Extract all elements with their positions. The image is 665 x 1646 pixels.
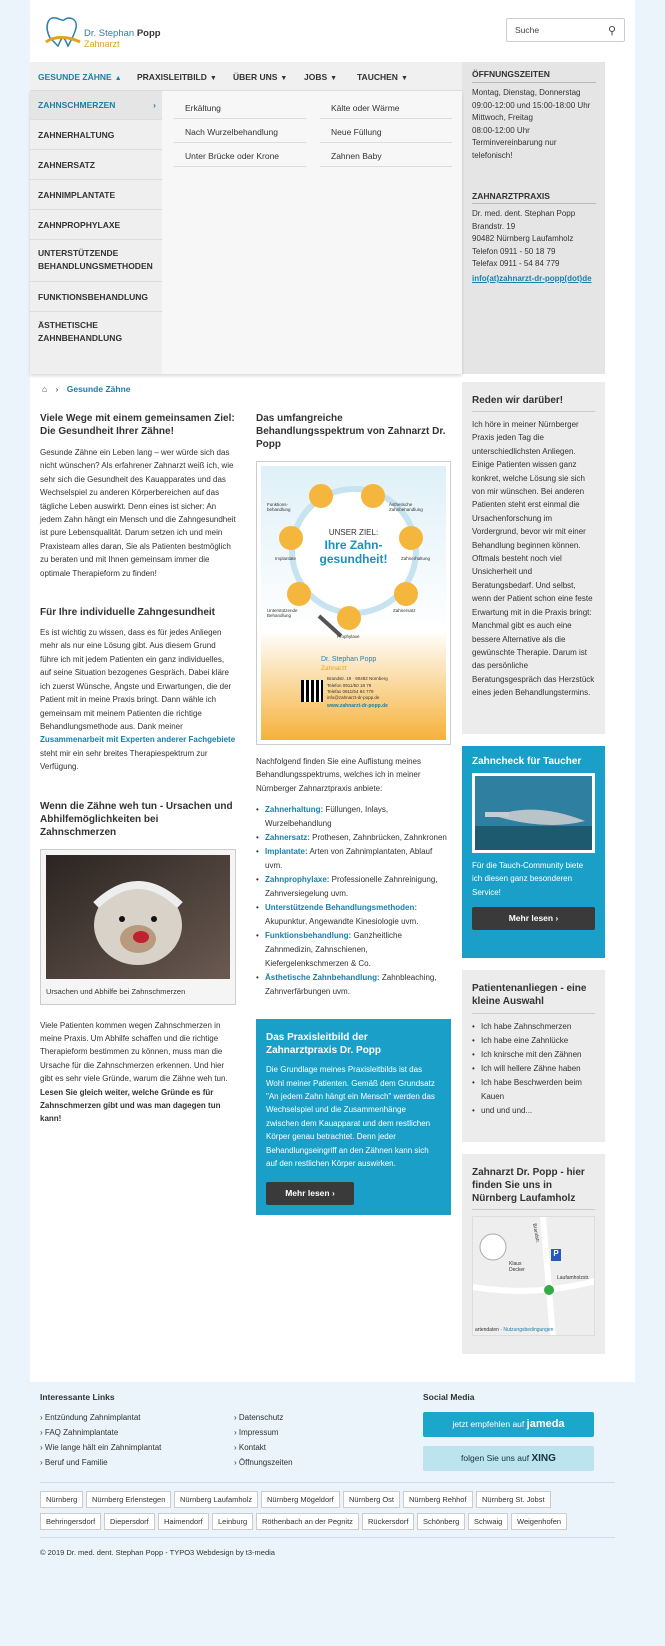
concerns-box: [462, 970, 605, 1142]
diving-card: [462, 746, 605, 958]
jameda-logo: jameda: [526, 1418, 565, 1430]
left-column: [40, 412, 236, 1126]
chevron-right-icon: ›: [40, 1413, 45, 1422]
poster-mail: info@zahnarzt-dr-popp.de: [327, 695, 380, 700]
treatment-item: [256, 929, 451, 971]
chevron-right-icon: ›: [234, 1428, 239, 1437]
nav-gesunde-zaehne[interactable]: [38, 72, 122, 82]
map-street-label: Laufamholzstr.: [557, 1275, 590, 1281]
treatment-link[interactable]: Zahnersatz:: [265, 833, 310, 843]
treatment-desc: Akupunktur, Angewandte Kinesiologie uvm.: [265, 917, 419, 927]
concern-item[interactable]: • Ich habe Beschwerden beim Kauen: [472, 1076, 595, 1104]
concern-item[interactable]: • Ich knirsche mit den Zähnen: [472, 1048, 595, 1062]
treatment-link[interactable]: Unterstützende Behandlungsmethoden:: [265, 903, 418, 913]
card-title: Das Praxisleitbild der Zahnarztpraxis Dr. Popp: [266, 1032, 382, 1057]
paragraph: Viele Patienten kommen wegen Zahnschmerzen in meine Praxis. Um Abhilfe schaffen und die richtige Therapieform bestimmen zu können, muss man die Ursache für die Zahnschmerzen erkennen. Und hier gibt es sehr viele Gründe, warum die Zähne weh tun.: [40, 1020, 228, 1084]
location-tag[interactable]: Schwaig: [468, 1513, 508, 1530]
map-box: [462, 1154, 605, 1354]
submenu-zahnimplantate[interactable]: [30, 180, 162, 210]
poster-goal-line: Ihre Zahn-: [324, 538, 383, 552]
location-tag[interactable]: Haimendorf: [158, 1513, 209, 1530]
poster-name: Dr. Stephan Popp: [321, 656, 377, 663]
nav-label: TAUCHEN: [357, 72, 398, 82]
location-tag[interactable]: Nürnberg: [40, 1491, 83, 1508]
chevron-right-icon: ›: [153, 100, 156, 110]
chevron-right-icon: ›: [55, 384, 59, 394]
paragraph-text: steht mir ein sehr breites Therapiespektrum zur Verfügung.: [40, 748, 208, 772]
toothache-link[interactable]: Lesen Sie gleich weiter, welche Gründe es für Zahnschmerzen gibt und was man dagegen tun kann!: [40, 1087, 221, 1124]
search-placeholder: Suche: [515, 25, 540, 35]
map-terms-link[interactable]: Nutzungsbedingungen: [503, 1327, 554, 1333]
qr-code-icon: [301, 680, 323, 702]
map-data-label: artendaten: [475, 1327, 499, 1333]
submenu-item[interactable]: Nach Wurzelbehandlung: [174, 122, 306, 143]
submenu-zahnschmerzen[interactable]: [30, 91, 162, 120]
submenu-funktionsbehandlung[interactable]: [30, 282, 162, 312]
teddy-bear-image: [46, 855, 230, 979]
image-caption: Ursachen und Abhilfe bei Zahnschmerzen: [46, 986, 186, 996]
submenu-zahnprophylaxe[interactable]: [30, 210, 162, 240]
paragraph-text: Es ist wichtig zu wissen, dass es für jedes Anliegen mehr als nur eine Lösung gibt. Aus diesem Grund führe ich mit jedem Patienten ein ganz individuelles, auf seine Situation bezogenes Gespräch. Dabei kläre ich zuerst Wünsche, Ängste und Erwartungen, die der Patient mit in meine Praxis bringt. Dann wähle ich gemeinsam mit meinem Patienten die richtige Behandlungsmethode aus. Dank meiner: [40, 628, 232, 731]
divider: [472, 203, 596, 204]
location-tag[interactable]: Nürnberg Erlenstegen: [86, 1491, 171, 1508]
submenu-label: ZAHNERSATZ: [38, 160, 95, 170]
submenu-item[interactable]: Zahnen Baby: [320, 146, 452, 167]
concern-item[interactable]: • und und und...: [472, 1104, 595, 1118]
poster-label: Unterstützende Behandlung: [267, 608, 298, 618]
footer-link-label: Impressum: [238, 1428, 279, 1437]
card-title: Zahncheck für Taucher: [472, 756, 582, 767]
submenu-label: ZAHNPROPHYLAXE: [38, 220, 121, 230]
talk-box: [462, 382, 605, 734]
treatment-link[interactable]: Funktionsbehandlung:: [265, 931, 352, 941]
card-text: Für die Tauch-Community biete ich diesen ganz besonderen Service!: [472, 861, 584, 897]
footer-link-label: Wie lange hält ein Zahnimplantat: [44, 1443, 162, 1452]
location-tag[interactable]: Nürnberg St. Jobst: [476, 1491, 551, 1508]
footer-link[interactable]: [40, 1425, 161, 1440]
section-title: Für Ihre individuelle Zahngesundheit: [40, 607, 216, 619]
footer-link-label: Beruf und Familie: [44, 1458, 108, 1467]
treatment-link[interactable]: Zahnprophylaxe:: [265, 875, 330, 885]
search-input[interactable]: [506, 18, 625, 42]
submenu-item[interactable]: Kälte oder Wärme: [320, 98, 452, 119]
map-street-label: Brandstr.: [531, 1223, 541, 1244]
treatment-desc: Füllungen, Inlays, Wurzelbehandlung: [265, 805, 389, 829]
submenu-zahnerhaltung[interactable]: [30, 120, 162, 150]
chevron-right-icon: ›: [234, 1443, 239, 1452]
concerns-list: [472, 1020, 595, 1118]
box-title: Reden wir darüber!: [472, 395, 564, 406]
social-title: Social Media: [423, 1392, 475, 1402]
logo-name: Dr. Stephan: [84, 28, 135, 39]
footer-link[interactable]: [40, 1455, 161, 1470]
location-tag[interactable]: Schönberg: [417, 1513, 465, 1530]
footer-links-col2: [234, 1410, 293, 1470]
location-tag[interactable]: Nürnberg Mögeldorf: [261, 1491, 340, 1508]
poster-tel: Telefon 0911/50 18 79: [327, 683, 372, 688]
paragraph: [40, 626, 236, 773]
chevron-right-icon: ›: [40, 1443, 45, 1452]
read-more-button[interactable]: Mehr lesen ›: [266, 1182, 354, 1205]
treatment-link[interactable]: Implantate:: [265, 847, 308, 857]
footer-link[interactable]: [234, 1455, 293, 1470]
home-icon[interactable]: ⌂: [42, 384, 48, 394]
nav-ueber-uns[interactable]: [233, 72, 287, 82]
parking-icon: P: [551, 1249, 561, 1261]
jameda-button[interactable]: [423, 1412, 594, 1437]
treatment-desc: Arten von Zahnimplantaten, Ablauf uvm.: [265, 847, 433, 871]
footer-link[interactable]: [234, 1410, 293, 1425]
logo-sub: Zahnarzt: [84, 39, 120, 49]
hours-title: ÖFFNUNGSZEITEN: [472, 69, 550, 79]
paragraph: Ich höre in meiner Nürnberger Praxis jeden Tag die unterschiedlichsten Anliegen. Einige Patienten wissen ganz konkret, welche Lösung sie sich von mir wünschen. Bei anderen Patienten steht erst einmal die Ursachenforschung im Vordergrund, bevor wir mit einer Behandlung beginnen können. Oftmals besteht noch viel Unsicherheit und Beratungsbedarf. Und selbst, wenn der Patient schon eine feste Erwartung mit in die Praxis bringt: Manchmal gibt es auch eine bessere Alternative als die gewünschte Therapie. Darum ist das persönliche Beratungsgespräch das Herzstück eines jeden Behandlungstermins.: [472, 420, 595, 698]
box-title: Zahnarzt Dr. Popp - hier finden Sie uns in Nürnberg Laufamholz: [472, 1167, 585, 1204]
poster-sub: Zahnarzt: [321, 665, 347, 672]
location-tag[interactable]: Nürnberg Laufamholz: [174, 1491, 258, 1508]
poster-goal-line: gesundheit!: [319, 552, 388, 566]
logo[interactable]: [42, 12, 172, 48]
chevron-down-icon: ▼: [209, 75, 217, 82]
experts-link[interactable]: Zusammenarbeit mit Experten anderer Fachgebiete: [40, 735, 236, 745]
treatment-poster: [256, 461, 451, 745]
submenu-label: UNTERSTÜTZENDE BEHANDLUNGSMETHODEN: [38, 248, 153, 271]
location-tag[interactable]: Rückersdorf: [362, 1513, 414, 1530]
jameda-pre: jetzt empfehlen auf: [452, 1419, 525, 1429]
nav-label: GESUNDE ZÄHNE: [38, 72, 112, 82]
practice-title: ZAHNARZTPRAXIS: [472, 191, 550, 201]
chevron-right-icon: ›: [40, 1458, 45, 1467]
section-title: Viele Wege mit einem gemeinsamen Ziel: Die Gesundheit Ihrer Zähne!: [40, 413, 235, 437]
treatment-item: [256, 971, 451, 999]
divider: [472, 1209, 595, 1210]
treatment-desc: Prothesen, Zahnbrücken, Zahnkronen: [309, 833, 447, 843]
treatment-item: [256, 845, 451, 873]
divider: [472, 411, 595, 412]
treatment-list: [256, 803, 451, 999]
footer-link-label: FAQ Zahnimplantate: [44, 1428, 119, 1437]
paragraph: Nachfolgend finden Sie eine Auflistung meines Behandlungsspektrums, welches ich in meiner Nürnberger Zahnarztpraxis anbiete:: [256, 757, 421, 793]
submenu-label: ZAHNERHALTUNG: [38, 130, 115, 140]
submenu-label: ZAHNSCHMERZEN: [38, 100, 116, 110]
breadcrumb: [42, 384, 131, 394]
paragraph: Gesunde Zähne ein Leben lang – wer würde sich das nicht wünschen? Als erfahrener Zahnarzt weiß ich, wie sehr sich die Gesundheit des Kauapparates und das Wechselspiel zu anderen Körperbereichen auf das tägliche Leben auswirkt. Denn eines ist sicher: An jedem Zahn hängt ein Mensch und die Zahngesundheit ist pure Lebensqualität. Darum setzen ich und mein Praxisteam alles daran, Sie als Patienten bestmöglich zu beraten und mit Ihnen gemeinsam immer die optimale Therapieform zu finden!: [40, 448, 236, 578]
footer-link[interactable]: [234, 1440, 293, 1455]
submenu-item[interactable]: Erkältung: [174, 98, 306, 119]
section-title: Das umfangreiche Behandlungsspektrum von Zahnarzt Dr. Popp: [256, 413, 446, 450]
treatment-link[interactable]: Zahnerhaltung:: [265, 805, 324, 815]
poster-fax: Telefax 0911/54 84 779: [327, 689, 374, 694]
footer-links-title: Interessante Links: [40, 1392, 115, 1402]
poster-goal: UNSER ZIEL:: [328, 528, 379, 537]
chevron-up-icon: ▲: [114, 75, 122, 82]
treatment-item: [256, 873, 451, 901]
chevron-down-icon: ▼: [400, 75, 408, 82]
chevron-right-icon: ›: [234, 1413, 239, 1422]
footer-link[interactable]: [234, 1425, 293, 1440]
search-icon[interactable]: ⚲: [607, 25, 616, 37]
tooth-logo-icon: [42, 12, 84, 48]
chevron-down-icon: ▼: [330, 75, 338, 82]
treatment-desc: Professionelle Zahnreinigung, Zahnversiegelung uvm.: [265, 875, 438, 899]
poster-label: Ästhetische Zahnbehandlung: [389, 502, 423, 512]
submenu-item[interactable]: Neue Füllung: [320, 122, 452, 143]
xing-button[interactable]: [423, 1446, 594, 1471]
logo-surname: Popp: [136, 28, 161, 39]
chevron-down-icon: ▼: [280, 75, 288, 82]
concern-item[interactable]: • Ich will hellere Zähne haben: [472, 1062, 595, 1076]
map[interactable]: P Brandstr. Laufamholzstr. Klaus Decker artendaten · Nutzungsbedingungen: [472, 1216, 595, 1336]
footer-link-label: Entzündung Zahnimplantat: [44, 1413, 141, 1422]
email-link[interactable]: info(at)zahnarzt-dr-popp(dot)de: [472, 274, 592, 283]
poster-web: www.zahnarzt-dr-popp.de: [327, 703, 388, 709]
mission-card: [256, 1019, 451, 1215]
submenu-aesthetische[interactable]: [30, 312, 162, 354]
treatment-desc: Ganzheitliche Zahnmedizin, Zahnschienen, Kiefergelenkschmerzen & Co.: [265, 931, 402, 969]
submenu-label: ÄSTHETISCHE ZAHNBEHANDLUNG: [38, 320, 123, 343]
copyright: © 2019 Dr. med. dent. Stephan Popp - TYPO3 Webdesign by t3-media: [40, 1548, 275, 1557]
treatment-link[interactable]: Ästhetische Zahnbehandlung:: [265, 973, 380, 983]
divider: [472, 1013, 595, 1014]
concern-item[interactable]: • Ich habe Zahnschmerzen: [472, 1020, 595, 1034]
contact-sidebar: [462, 62, 605, 374]
poster-label: Zahnerhaltung: [401, 556, 431, 561]
poster-label: Prophylaxe: [337, 634, 360, 639]
nav-label: PRAXISLEITBILD: [137, 72, 207, 82]
treatment-item: [256, 831, 451, 845]
xing-pre: folgen Sie uns auf: [461, 1453, 530, 1463]
main-nav: [30, 62, 462, 91]
submenu-unterstuetzende[interactable]: [30, 240, 162, 282]
submenu-label: ZAHNIMPLANTATE: [38, 190, 116, 200]
nav-jobs[interactable]: [304, 72, 337, 82]
treatment-desc: Zahnbleaching, Zahnverfärbungen uvm.: [265, 973, 437, 997]
mega-menu-left: [30, 91, 162, 374]
chevron-right-icon: ›: [40, 1428, 45, 1437]
map-place-label: Klaus Decker: [509, 1261, 525, 1273]
hours-text: Montag, Dienstag, Donnerstag 09:00-12:00 und 15:00-18:00 Uhr Mittwoch, Freitag 08:00-12:00 Uhr Terminvereinbarung nur telefonisch!: [472, 88, 591, 160]
divider: [40, 1537, 615, 1538]
footer-link-label: Kontakt: [238, 1443, 267, 1452]
practice-text: Dr. med. dent. Stephan Popp Brandstr. 19 90482 Nürnberg Laufamholz Telefon 0911 - 50 18 79 Telefax 0911 - 54 84 779: [472, 209, 576, 268]
nav-label: JOBS: [304, 72, 328, 82]
divider: [40, 1482, 615, 1483]
footer-link[interactable]: [40, 1410, 161, 1425]
concern-item[interactable]: • Ich habe eine Zahnlücke: [472, 1034, 595, 1048]
poster-addr: Brandstr. 19 · 90482 Nürnberg: [327, 676, 388, 681]
page: [30, 0, 635, 1646]
xing-logo: XING: [531, 1453, 556, 1464]
nav-label: ÜBER UNS: [233, 72, 278, 82]
location-tag[interactable]: Nürnberg Rehhof: [403, 1491, 473, 1508]
footer-link-label: Öffnungszeiten: [238, 1458, 293, 1467]
location-tag[interactable]: Leinburg: [212, 1513, 253, 1530]
submenu-item[interactable]: Unter Brücke oder Krone: [174, 146, 306, 167]
footer: [30, 1382, 635, 1646]
card-text: Die Grundlage meines Praxisleitbilds ist das Wohl meiner Patienten. Gemäß dem Grundsatz "An jedem Zahn hängt ein Mensch" werden das Wechselspiel und die Zusammenhänge zwischen dem Kauapparat und dem restlichen Körper genau betrachtet. Denn jeder Behandlungseingriff an den Zähnen kann sich auf den restlichen Körper auswirken.: [266, 1065, 435, 1169]
submenu-zahnersatz[interactable]: [30, 150, 162, 180]
hammerhead-shark-image: [472, 773, 595, 853]
footer-links-col1: [40, 1410, 161, 1470]
location-tag[interactable]: Röthenbach an der Pegnitz: [256, 1513, 359, 1530]
location-tag[interactable]: Behringersdorf: [40, 1513, 101, 1530]
middle-column: [256, 412, 451, 1215]
poster-label: Implantate: [275, 556, 297, 561]
location-tag[interactable]: Weigenhofen: [511, 1513, 567, 1530]
footer-link[interactable]: [40, 1440, 161, 1455]
submenu-label: FUNKTIONSBEHANDLUNG: [38, 292, 149, 302]
poster-label: Funktions-behandlung: [267, 502, 291, 512]
breadcrumb-current[interactable]: Gesunde Zähne: [66, 384, 131, 394]
nav-tauchen[interactable]: [357, 72, 408, 82]
location-tag[interactable]: Diepersdorf: [104, 1513, 155, 1530]
treatment-item: [256, 901, 451, 929]
read-more-button[interactable]: Mehr lesen ›: [472, 907, 595, 930]
treatment-item: [256, 803, 451, 831]
footer-link-label: Datenschutz: [238, 1413, 284, 1422]
image-figure: [40, 849, 236, 1005]
divider: [472, 82, 596, 83]
section-title: Wenn die Zähne weh tun - Ursachen und Abhilfemöglichkeiten bei Zahnschmerzen: [40, 800, 233, 838]
nav-praxisleitbild[interactable]: [137, 72, 217, 82]
location-tag[interactable]: Nürnberg Ost: [343, 1491, 400, 1508]
chevron-right-icon: ›: [234, 1458, 239, 1467]
box-title: Patientenanliegen - eine kleine Auswahl: [472, 983, 587, 1007]
poster-label: Zahnersatz: [393, 608, 416, 613]
